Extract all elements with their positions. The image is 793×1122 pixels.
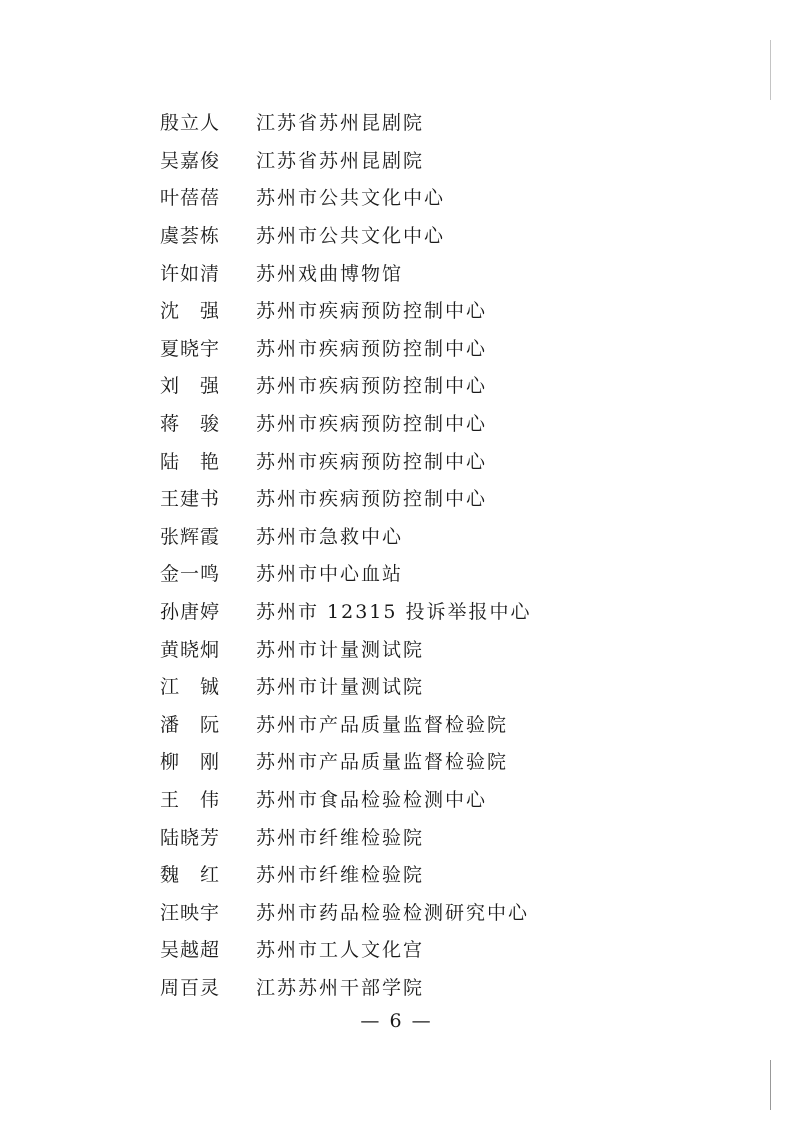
person-name: 叶蓓蓓 [160, 187, 221, 210]
list-item [160, 592, 532, 630]
list-item [160, 968, 532, 1006]
person-name: 柳 刚 [160, 751, 221, 774]
list-item [160, 479, 532, 517]
organization: 江苏省苏州昆剧院 [256, 112, 425, 135]
organization: 苏州市计量测试院 [256, 638, 425, 661]
person-name: 江 铖 [160, 676, 221, 699]
scan-edge-line [770, 1060, 771, 1110]
list-item [160, 329, 532, 367]
organization: 苏州市疾病预防控制中心 [256, 413, 488, 436]
organization: 苏州市中心血站 [256, 563, 404, 586]
list-item [160, 930, 532, 968]
person-name: 吴嘉俊 [160, 149, 221, 172]
list-item [160, 742, 532, 780]
organization: 苏州戏曲博物馆 [256, 262, 404, 285]
list-item [160, 667, 532, 705]
list-item [160, 855, 532, 893]
organization: 苏州市疾病预防控制中心 [256, 337, 488, 360]
person-name: 王建书 [160, 488, 221, 511]
person-name: 周百灵 [160, 976, 221, 999]
list-item [160, 441, 532, 479]
person-name: 殷立人 [160, 112, 221, 135]
list-item [160, 216, 532, 254]
list-item [160, 517, 532, 555]
person-name: 汪映宇 [160, 901, 221, 924]
organization: 苏州市纤维检验院 [256, 864, 425, 887]
person-name: 陆晓芳 [160, 826, 221, 849]
list-item [160, 817, 532, 855]
organization: 苏州市公共文化中心 [256, 187, 446, 210]
organization: 苏州市产品质量监督检验院 [256, 713, 509, 736]
list-item [160, 780, 532, 818]
person-name: 魏 红 [160, 864, 221, 887]
list-item [160, 178, 532, 216]
organization: 苏州市产品质量监督检验院 [256, 751, 509, 774]
organization: 苏州市纤维检验院 [256, 826, 425, 849]
list-item [160, 141, 532, 179]
list-item [160, 705, 532, 743]
organization: 苏州市工人文化宫 [256, 939, 425, 962]
organization: 苏州市疾病预防控制中心 [256, 450, 488, 473]
organization: 江苏省苏州昆剧院 [256, 149, 425, 172]
person-name: 吴越超 [160, 939, 221, 962]
organization: 苏州市公共文化中心 [256, 225, 446, 248]
list-item [160, 253, 532, 291]
person-name: 王 伟 [160, 788, 221, 811]
list-item [160, 892, 532, 930]
organization: 苏州市急救中心 [256, 525, 404, 548]
person-name: 潘 阮 [160, 713, 221, 736]
list-item [160, 103, 532, 141]
person-name: 刘 强 [160, 375, 221, 398]
list-item [160, 291, 532, 329]
list-item [160, 366, 532, 404]
organization: 苏州市 12315 投诉举报中心 [256, 601, 532, 624]
list-item [160, 629, 532, 667]
person-name: 许如清 [160, 262, 221, 285]
person-name: 夏晓宇 [160, 337, 221, 360]
person-name: 沈 强 [160, 300, 221, 323]
list-item [160, 404, 532, 442]
organization: 苏州市疾病预防控制中心 [256, 375, 488, 398]
organization: 苏州市食品检验检测中心 [256, 788, 488, 811]
organization: 苏州市药品检验检测研究中心 [256, 901, 530, 924]
organization: 苏州市疾病预防控制中心 [256, 488, 488, 511]
person-name: 陆 艳 [160, 450, 221, 473]
list-item [160, 554, 532, 592]
person-name: 黄晓炯 [160, 638, 221, 661]
person-name: 虞荟栋 [160, 225, 221, 248]
person-name: 金一鸣 [160, 563, 221, 586]
person-name: 张辉霞 [160, 525, 221, 548]
person-name: 蒋 骏 [160, 413, 221, 436]
page-number: — 6 — [360, 1010, 433, 1032]
person-name: 孙唐婷 [160, 601, 221, 624]
name-list [160, 103, 532, 1005]
organization: 江苏苏州干部学院 [256, 976, 425, 999]
organization: 苏州市计量测试院 [256, 676, 425, 699]
scan-edge-line [770, 40, 771, 100]
organization: 苏州市疾病预防控制中心 [256, 300, 488, 323]
